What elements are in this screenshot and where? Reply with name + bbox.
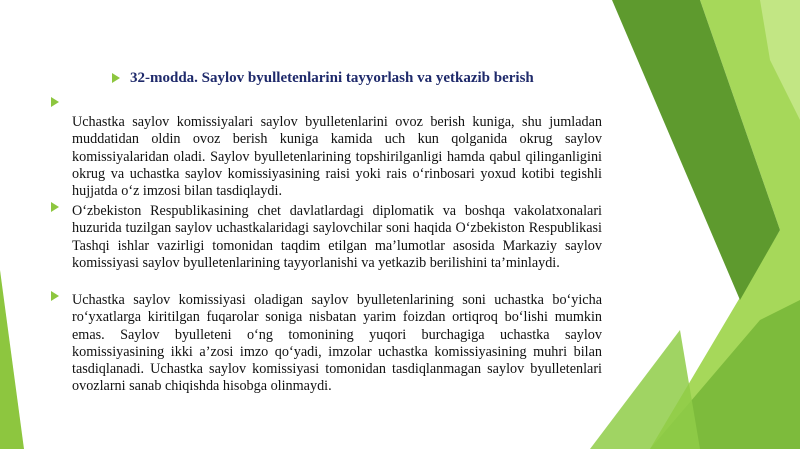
empty-bullet-icon [51,97,59,107]
slide-title-row [112,68,632,88]
slide-title: 32-modda. Saylov byulletenlarini tayyorlash va yetkazib berish [130,69,534,86]
paragraph-3-bullet-icon [51,291,59,301]
paragraph-2-bullet-icon [51,202,59,212]
right-green-panel-bottom [590,330,700,449]
left-green-sliver [0,270,24,449]
paragraph-1: Uchastka saylov komissiyalari saylov byulletenlarini ovoz berish kuniga, shu jumladan muddatidan oldin ovoz berish kuniga kamida uch kun qolganida okrug saylov komissiyalaridan oladi. Saylov byulletenlarining topshirilganligi hamda qabul qilinganligini okrug va uchastka saylov komissiyasining raisi yoki rais o‘rinbosari yoxud kotibi tegishli hujjatda o‘z imzosi bilan tasdiqlaydi. [72,114,602,200]
paragraph-2: O‘zbekiston Respublikasining chet davlatlardagi diplomatik va boshqa vakolatxonalari huzurida tuzilgan saylov uchastkalaridagi saylovchilar soni haqida O‘zbekiston Respublikasi Tashqi ishlar vazirligi tomonidan taqdim etilgan ma’lumotlar asosida Markaziy saylov komissiyasi saylov byulletenlarining tayyorlanishi va yetkazib berilishini ta’minlaydi. [72,203,602,271]
paragraph-3: Uchastka saylov komissiyasi oladigan saylov byulletenlarining soni uchastka bo‘yicha ro‘yxatlarga kiritilgan fuqarolar soniga nisbatan yarim foizdan ortiqroq bo‘lishi mumkin emas. Saylov byulleteni o‘ng tomonining yuqori burchagiga uchastka saylov komissiyasining ikki a’zosi imzo qo‘yadi, imzolar uchastka komissiyasining muhri bilan tasdiqlanadi. Uchastka saylov komissiyasi tomonidan tasdiqlanmagan saylov byulletenlari ovozlarni sanab chiqishda hisobga olinmaydi. [72,292,602,395]
title-bullet-icon [112,73,120,83]
